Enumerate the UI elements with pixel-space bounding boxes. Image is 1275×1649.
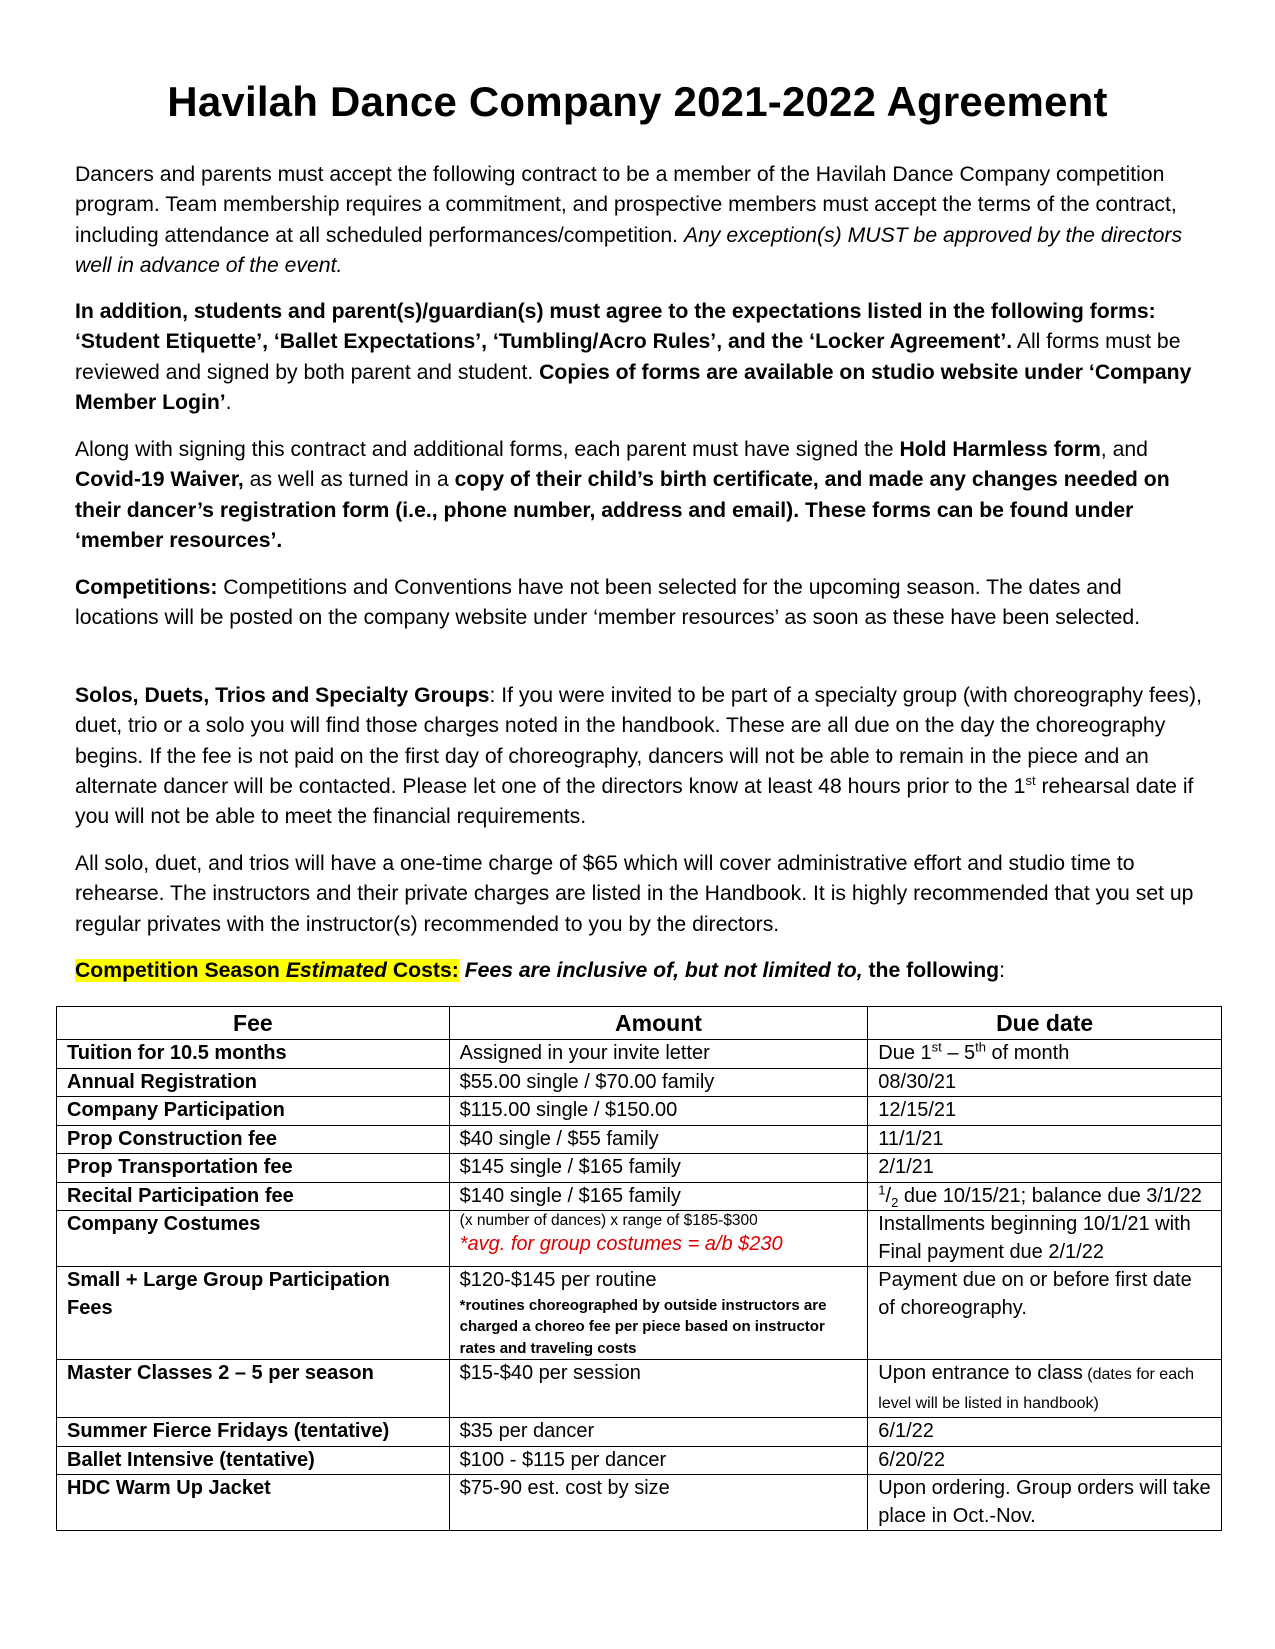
- fraction-numerator: 1: [878, 1181, 886, 1197]
- costume-range: (x number of dances) x range of $185-$300: [459, 1212, 758, 1229]
- covid-waiver: Covid-19 Waiver,: [75, 468, 244, 492]
- due-part: Upon entrance to class: [878, 1362, 1083, 1384]
- header-amount: Amount: [449, 1007, 868, 1040]
- due-part: due 10/15/21; balance due 3/1/22: [898, 1184, 1202, 1207]
- due-cell: Upon ordering. Group orders will take place in Oct.-Nov.: [868, 1475, 1222, 1531]
- fraction-denominator: 2: [891, 1194, 899, 1210]
- intro-paragraph: [75, 160, 1205, 281]
- fee-cell: Annual Registration: [57, 1068, 450, 1097]
- costs-heading-part-a: Competition Season: [75, 959, 286, 982]
- competitions-paragraph: [75, 573, 1205, 634]
- header-fee: Fee: [57, 1007, 450, 1040]
- amount-cell: [449, 1267, 868, 1360]
- due-cell: [868, 1040, 1222, 1069]
- group-fee-amount: $120-$145 per routine: [459, 1269, 657, 1291]
- table-row: [57, 1097, 1222, 1126]
- solos-paragraph: [75, 681, 1205, 832]
- table-header-row: [57, 1007, 1222, 1040]
- along-text-1: Along with signing this contract and additional forms, each parent must have signed the: [75, 438, 900, 461]
- costs-heading-inclusive: Fees are inclusive of, but not limited to,: [458, 959, 863, 982]
- amount-cell: $115.00 single / $150.00: [449, 1097, 868, 1126]
- costs-heading-highlight: [75, 959, 459, 982]
- table-row: [57, 1182, 1222, 1211]
- amount-cell: $145 single / $165 family: [449, 1154, 868, 1183]
- due-cell: 12/15/21: [868, 1097, 1222, 1126]
- forms-period: .: [225, 390, 232, 414]
- fee-cell: HDC Warm Up Jacket: [57, 1475, 450, 1531]
- solos-label: Solos, Duets, Trios and Specialty Groups: [75, 684, 490, 707]
- costs-heading-following: the following: [862, 959, 1000, 982]
- table-row: [57, 1211, 1222, 1267]
- solos-superscript: st: [1025, 772, 1036, 788]
- costume-average-note: *avg. for group costumes = a/b $230: [459, 1233, 783, 1255]
- fee-cell: Master Classes 2 – 5 per season: [57, 1360, 450, 1418]
- due-cell: 2/1/21: [868, 1154, 1222, 1183]
- table-row: [57, 1068, 1222, 1097]
- table-row: [57, 1125, 1222, 1154]
- table-row: [57, 1267, 1222, 1360]
- along-text-2: , and: [1100, 438, 1148, 461]
- due-cell: 6/20/22: [868, 1446, 1222, 1475]
- forms-required-list: In addition, students and parent(s)/guardian(s) must agree to the expectations listed in the following forms: ‘Student Etiquette’, ‘Ballet Expectations’, ‘Tumbling/Acro Rules’, and the ‘Locker Agreement’.: [75, 300, 1156, 354]
- due-cell: 11/1/21: [868, 1125, 1222, 1154]
- fee-cell: Prop Construction fee: [57, 1125, 450, 1154]
- fee-cell: Tuition for 10.5 months: [57, 1040, 450, 1069]
- due-part: of month: [985, 1042, 1070, 1064]
- due-cell: 6/1/22: [868, 1418, 1222, 1447]
- fee-cell: Prop Transportation fee: [57, 1154, 450, 1183]
- header-due-date: Due date: [868, 1007, 1222, 1040]
- choreo-fee-note: *routines choreographed by outside instructors are charged a choreo fee per piece based on instructor rates and traveling costs: [459, 1296, 827, 1357]
- fee-cell: Company Costumes: [57, 1211, 450, 1267]
- table-row: [57, 1446, 1222, 1475]
- amount-cell: $140 single / $165 family: [449, 1182, 868, 1211]
- page-title: Havilah Dance Company 2021-2022 Agreement: [167, 78, 1108, 125]
- solos-text-2: rehearsal date if you will not be able to meet the financial requirements.: [75, 774, 1194, 829]
- competitions-label: Competitions:: [75, 576, 218, 599]
- forms-signing-text: All forms must be reviewed and signed by both parent and student.: [75, 330, 1181, 384]
- additional-forms-paragraph: [75, 435, 1205, 556]
- due-cell: 08/30/21: [868, 1068, 1222, 1097]
- amount-cell: [449, 1211, 868, 1267]
- due-part: Due 1: [878, 1042, 932, 1064]
- costs-heading-estimated: Estimated: [285, 959, 387, 982]
- fee-cell: Ballet Intensive (tentative): [57, 1446, 450, 1475]
- table-row: [57, 1418, 1222, 1447]
- intro-text: Dancers and parents must accept the following contract to be a member of the Havilah Dance Company competition program. Team membership requires a commitment, and prospective members must accept the terms of the contract, including attendance at all scheduled performances/competition.: [75, 163, 1177, 247]
- competitions-text: Competitions and Conventions have not been selected for the upcoming season. The dates and locations will be posted on the company website under ‘member resources’ as soon as these have been selected.: [75, 576, 1141, 630]
- along-text-3: as well as turned in a: [243, 468, 455, 492]
- amount-cell: $75-90 est. cost by size: [449, 1475, 868, 1531]
- due-dates-note: (dates for each level will be listed in handbook): [878, 1366, 1194, 1412]
- amount-cell: $100 - $115 per dancer: [449, 1446, 868, 1475]
- table-row: [57, 1040, 1222, 1069]
- fee-cell: Recital Participation fee: [57, 1182, 450, 1211]
- hold-harmless-form: Hold Harmless form: [899, 438, 1101, 461]
- due-cell: $^1/_2$ due 10/15/21; balance due 3/1/22: [868, 1182, 1222, 1211]
- solos-text-1: : If you were invited to be part of a specialty group (with choreography fees), duet, trio or a solo you will find those charges noted in the handbook. These are all due on the day the choreography begins. If the fee is not paid on the first day of choreography, dancers will not be able to remain in the piece and an alternate dancer will be contacted. Please let one of the directors know at least 48 hours prior to the 1: [75, 684, 1202, 798]
- due-superscript: th: [975, 1039, 986, 1055]
- due-cell: [868, 1360, 1222, 1418]
- due-cell: Payment due on or before first date of choreography.: [868, 1267, 1222, 1360]
- fee-cell: Company Participation: [57, 1097, 450, 1126]
- amount-cell: $55.00 single / $70.00 family: [449, 1068, 868, 1097]
- amount-cell: Assigned in your invite letter: [449, 1040, 868, 1069]
- forms-location-note: Copies of forms are available on studio website under ‘Company Member Login’: [75, 360, 1192, 414]
- due-part: – 5: [941, 1042, 976, 1064]
- fee-cell: Small + Large Group Participation Fees: [57, 1267, 450, 1360]
- birth-certificate-note: copy of their child’s birth certificate, and made any changes needed on their dancer’s registration form (i.e., phone number, address and email). These forms can be found under ‘member resources’.: [75, 468, 1170, 552]
- amount-cell: $15-$40 per session: [449, 1360, 868, 1418]
- due-cell: Installments beginning 10/1/21 with Final payment due 2/1/22: [868, 1211, 1222, 1267]
- forms-paragraph: [75, 297, 1205, 418]
- due-superscript: st: [931, 1039, 942, 1055]
- costs-heading: [75, 956, 1205, 986]
- fee-cell: Summer Fierce Fridays (tentative): [57, 1418, 450, 1447]
- table-row: [57, 1360, 1222, 1418]
- intro-exception-note: Any exception(s) MUST be approved by the directors well in advance of the event.: [75, 223, 1183, 277]
- costs-heading-colon: :: [999, 959, 1006, 982]
- one-time-charge-paragraph: All solo, duet, and trios will have a one-time charge of $65 which will cover administrative effort and studio time to rehearse. The instructors and their private charges are listed in the Handbook. It is highly recommended that you set up regular privates with the instructor(s) recommended to you by the directors.: [75, 852, 1194, 936]
- amount-cell: $40 single / $55 family: [449, 1125, 868, 1154]
- table-row: [57, 1475, 1222, 1531]
- costs-heading-part-c: Costs:: [386, 959, 459, 982]
- fees-table: [56, 1006, 1222, 1531]
- amount-cell: $35 per dancer: [449, 1418, 868, 1447]
- table-row: [57, 1154, 1222, 1183]
